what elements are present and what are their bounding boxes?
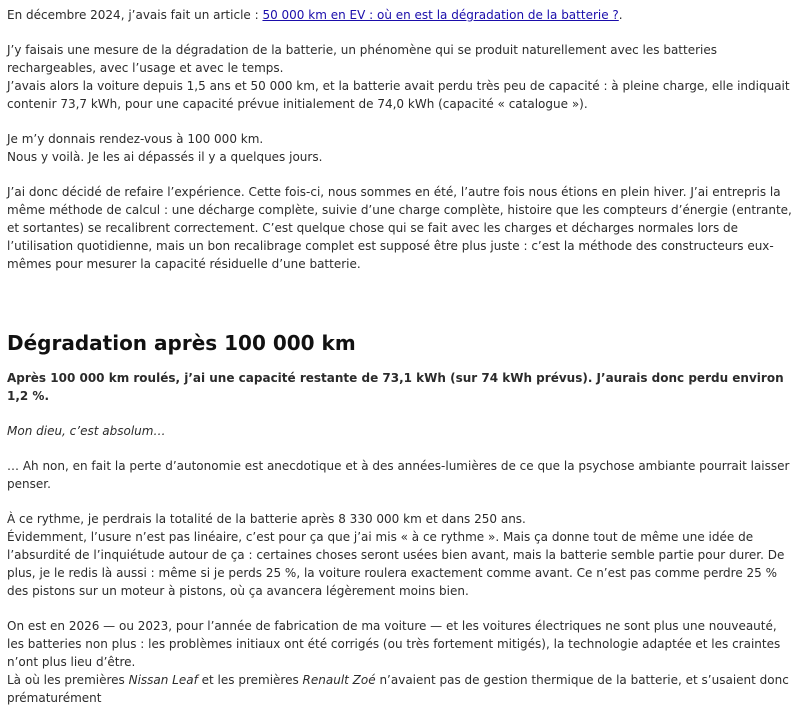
text-line: Nous y voilà. Je les ai dépassés il y a quelques jours.: [7, 150, 323, 164]
text-fragment: n’avaient pas de gestion thermique de la batterie, et s’usaient donc prématurément: [7, 673, 789, 705]
intro-suffix: .: [618, 8, 623, 22]
paragraph-italic-aside: Mon dieu, c’est absolum…: [7, 424, 166, 438]
text-fragment: et les premières: [197, 673, 303, 687]
paragraph-rate: [7, 510, 793, 600]
paragraph-2026: [7, 617, 793, 707]
car-model-name: Nissan Leaf: [128, 673, 198, 687]
car-model-name: Renault Zoé: [302, 673, 376, 687]
text-line: Évidemment, l’usure n’est pas linéaire, c’est pour ça que j’ai mis « à ce rythme ». Mais ça donne tout de même une idée de l’absurdité de l’inquiétude autour de ça : certaines choses seront usées bien avant, mais la batterie semble partie pour durer. De plus, je le redis là aussi : même si je perds 25 %, la voiture roulera exactement comme avant. Ce n’est pas comme perdre 25 % des pistons sur un moteur à pistons, où ça avancera légèrement moins bien.: [7, 530, 785, 598]
section-heading: Dégradation après 100 000 km: [7, 331, 356, 355]
text-line: On est en 2026 — ou 2023, pour l’année de fabrication de ma voiture — et les voitures électriques ne sont plus une nouveauté, les batteries non plus : les problèmes initiaux ont été corrigés (ou très fortement mitigés), la technologie adaptée et les craintes n’ont plus lieu d’être.: [7, 619, 781, 669]
paragraph-result: Après 100 000 km roulés, j’ai une capacité restante de 73,1 kWh (sur 74 kWh prévus). J’aurais donc perdu environ 1,2 %.: [7, 371, 784, 403]
text-line: À ce rythme, je perdrais la totalité de la batterie après 8 330 000 km et dans 250 ans.: [7, 512, 526, 526]
intro-paragraph: [7, 0, 793, 24]
text-line: Je m’y donnais rendez-vous à 100 000 km.: [7, 132, 264, 146]
previous-article-link[interactable]: 50 000 km en EV : où en est la dégradation de la batterie ?: [262, 8, 619, 22]
text-line: J’y faisais une mesure de la dégradation de la batterie, un phénomène qui se produit naturellement avec les batteries rechargeables, avec l’usage et avec le temps.: [7, 43, 717, 75]
intro-prefix: En décembre 2024, j’avais fait un article :: [7, 8, 263, 22]
paragraph-rendezvous: [7, 130, 793, 166]
paragraph-method: J’ai donc décidé de refaire l’expérience. Cette fois-ci, nous sommes en été, l’autre fois nous étions en plein hiver. J’ai entrepris la même méthode de calcul : une décharge complète, suivie d’une charge complète, histoire que les compteurs d’énergie (entrante, et sortantes) se recalibrent correctement. C’est quelque chose qui se fait avec les charges et décharges normales lors de l’utilisation quotidienne, mais un bon recalibrage complet est supposé être plus juste : c’est la méthode des constructeurs eux-mêmes pour mesurer la capacité résiduelle d’une batterie.: [7, 185, 792, 271]
text-line: J’avais alors la voiture depuis 1,5 ans et 50 000 km, et la batterie avait perdu très peu de capacité : à pleine charge, elle indiquait contenir 73,7 kWh, pour une capacité prévue initialement de 74,0 kWh (capacité « catalogue »).: [7, 79, 790, 111]
paragraph-measure-context: [7, 41, 793, 113]
paragraph-anecdotal: … Ah non, en fait la perte d’autonomie est anecdotique et à des années-lumières de ce que la psychose ambiante pourrait laisser penser.: [7, 459, 790, 491]
text-line-nissan: [7, 673, 789, 705]
text-fragment: Là où les premières: [7, 673, 129, 687]
